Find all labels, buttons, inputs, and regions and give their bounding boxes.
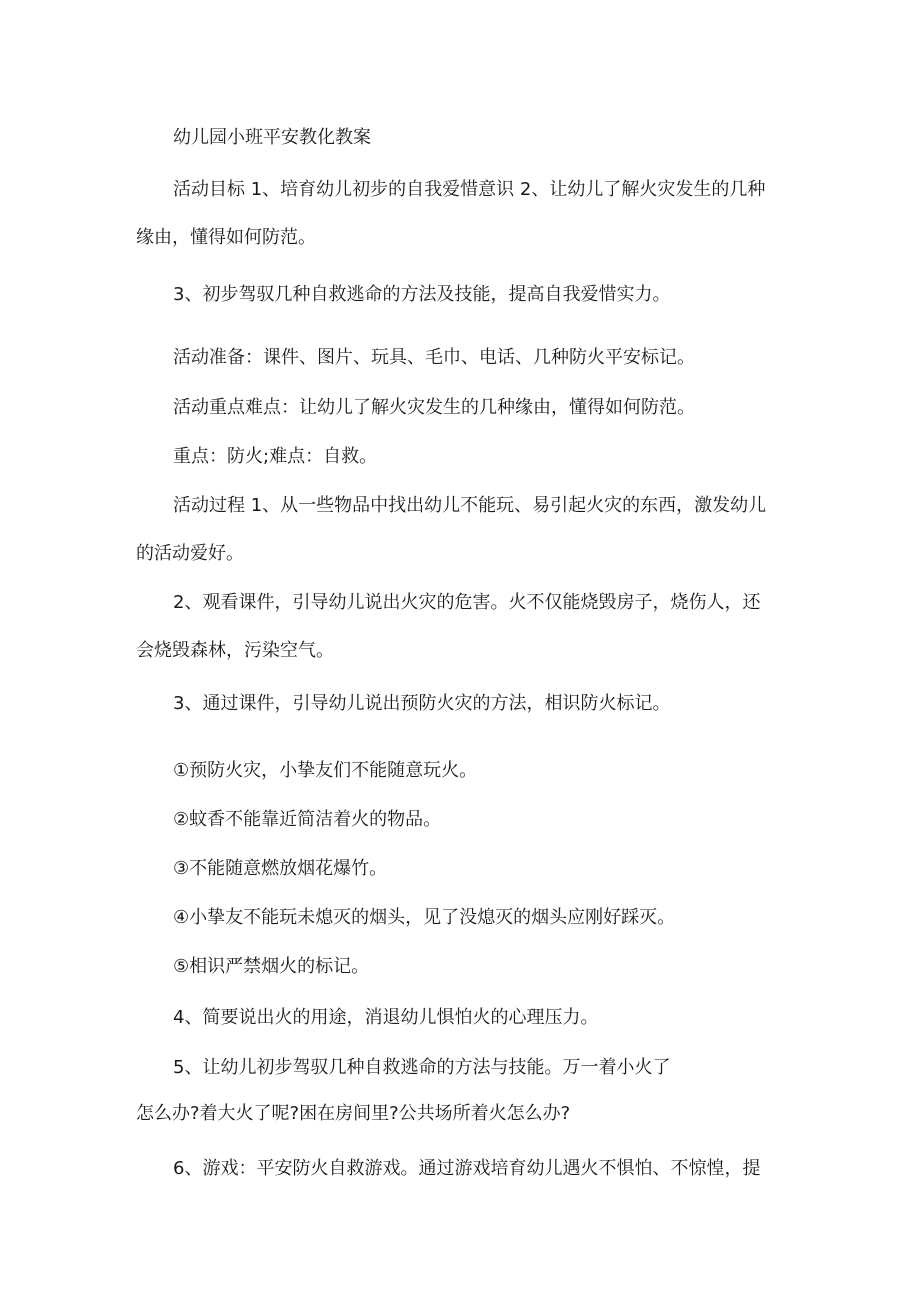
list-item: ①预防火灾，小挚友们不能随意玩火。: [173, 760, 478, 781]
list-item: ④小挚友不能玩未熄灭的烟头，见了没熄灭的烟头应刚好踩灭。: [173, 907, 676, 928]
paragraph-line: 2、观看课件，引导幼儿说出火灾的危害。火不仅能烧毁房子，烧伤人，还: [173, 592, 761, 613]
document-title: 幼儿园小班平安教化教案: [173, 127, 371, 148]
paragraph-line: 缘由，懂得如何防范。: [136, 227, 316, 248]
paragraph-line: 的活动爱好。: [136, 543, 244, 564]
list-item: ②蚊香不能靠近简洁着火的物品。: [173, 809, 442, 830]
paragraph-line: 4、简要说出火的用途，消退幼儿惧怕火的心理压力。: [173, 1007, 599, 1028]
paragraph-line: 重点：防火;难点：自救。: [173, 446, 378, 467]
paragraph-line: 3、初步驾驭几种自救逃命的方法及技能，提高自我爱惜实力。: [173, 284, 671, 305]
paragraph-line: 活动目标 1、培育幼儿初步的自我爱惜意识 2、让幼儿了解火灾发生的几种: [173, 179, 766, 200]
list-item: ⑤相识严禁烟火的标记。: [173, 956, 370, 977]
list-item: ③不能随意燃放烟花爆竹。: [173, 858, 388, 879]
paragraph-line: 活动准备：课件、图片、玩具、毛巾、电话、几种防火平安标记。: [173, 347, 695, 368]
paragraph-line: 5、让幼儿初步驾驭几种自救逃命的方法与技能。万一着小火了: [173, 1057, 671, 1078]
paragraph-line: 怎么办?着大火了呢?困在房间里?公共场所着火怎么办?: [136, 1103, 571, 1124]
paragraph-line: 活动重点难点：让幼儿了解火灾发生的几种缘由，懂得如何防范。: [173, 397, 695, 418]
paragraph-line: 活动过程 1、从一些物品中找出幼儿不能玩、易引起火灾的东西，激发幼儿: [173, 495, 767, 516]
paragraph-line: 3、通过课件，引导幼儿说出预防火灾的方法，相识防火标记。: [173, 693, 671, 714]
paragraph-line: 6、游戏：平安防火自救游戏。通过游戏培育幼儿遇火不惧怕、不惊惶，提: [173, 1158, 761, 1179]
paragraph-line: 会烧毁森林，污染空气。: [136, 640, 334, 661]
